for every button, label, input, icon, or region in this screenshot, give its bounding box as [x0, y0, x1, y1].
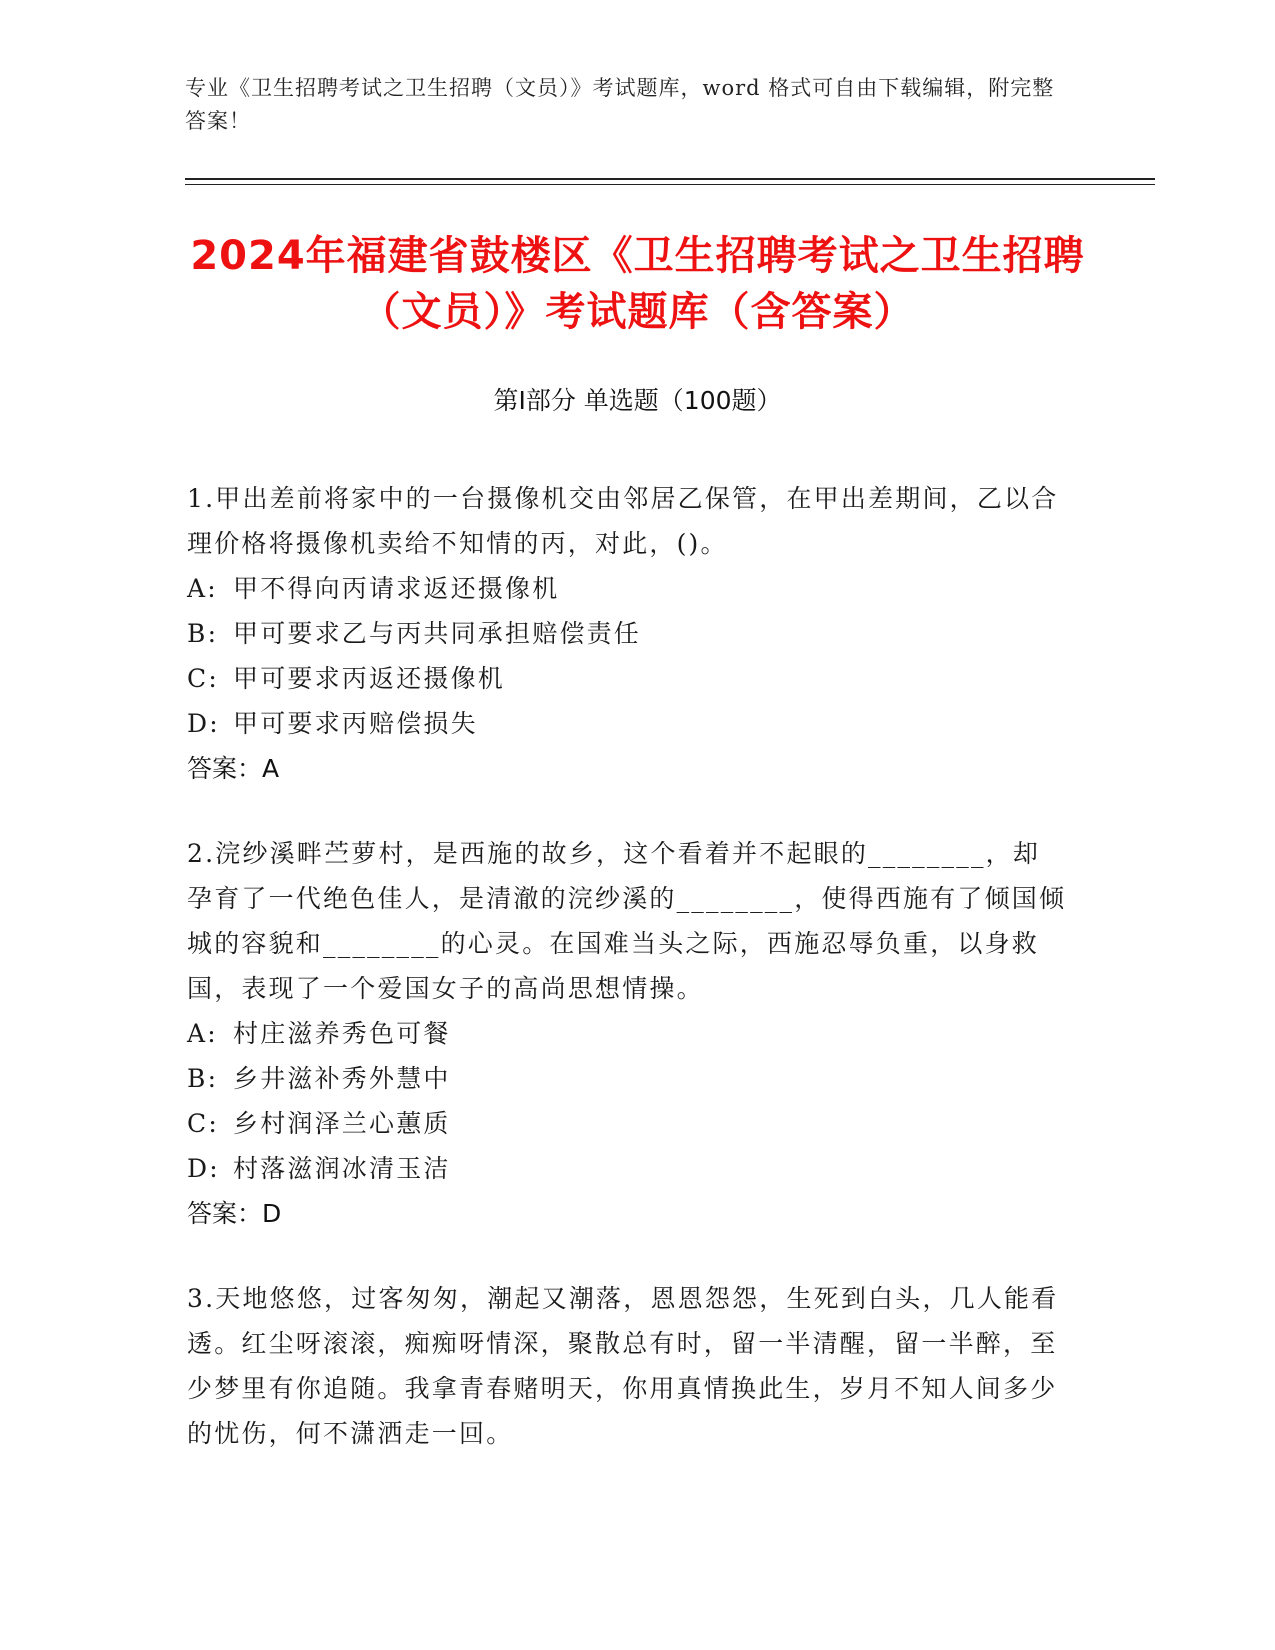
- question-3: [187, 1276, 1067, 1456]
- header-note: 专业《卫生招聘考试之卫生招聘（文员）》考试题库，word 格式可自由下载编辑，附完整答案！: [185, 76, 1055, 133]
- option-d: [187, 1146, 1067, 1191]
- option-c: [187, 656, 1067, 701]
- option-b: [187, 1056, 1067, 1101]
- option-text: 甲可要求乙与丙共同承担赔偿责任: [233, 619, 642, 648]
- option-letter: A:: [187, 1019, 218, 1048]
- question-list: [187, 476, 1067, 1496]
- option-d: [187, 701, 1067, 746]
- question-1: [187, 476, 1067, 791]
- question-2: [187, 831, 1067, 1236]
- answer-line: 答案：A: [187, 754, 280, 783]
- option-text: 村庄滋养秀色可餐: [233, 1019, 451, 1048]
- answer-line: 答案：D: [187, 1199, 282, 1228]
- header-divider-thick: [185, 178, 1155, 180]
- option-text: 村落滋润冰清玉洁: [233, 1154, 451, 1183]
- question-stem: 1.甲出差前将家中的一台摄像机交由邻居乙保管，在甲出差期间，乙以合理价格将摄像机卖给不知情的丙，对此，()。: [187, 484, 1059, 558]
- option-letter: D:: [187, 1154, 220, 1183]
- option-text: 甲不得向丙请求返还摄像机: [233, 574, 560, 603]
- option-text: 甲可要求丙赔偿损失: [233, 709, 478, 738]
- option-letter: B:: [187, 619, 219, 648]
- option-letter: C:: [187, 664, 219, 693]
- option-a: [187, 1011, 1067, 1056]
- option-letter: A:: [187, 574, 218, 603]
- option-text: 乡井滋补秀外慧中: [233, 1064, 451, 1093]
- option-letter: C:: [187, 1109, 219, 1138]
- option-text: 乡村润泽兰心蕙质: [233, 1109, 451, 1138]
- option-letter: D:: [187, 709, 220, 738]
- header-divider-thin: [185, 184, 1155, 185]
- option-letter: B:: [187, 1064, 219, 1093]
- option-a: [187, 566, 1067, 611]
- section-heading: 第Ⅰ部分 单选题（100题）: [493, 386, 782, 415]
- option-b: [187, 611, 1067, 656]
- document-title: 2024年福建省鼓楼区《卫生招聘考试之卫生招聘（文员）》考试题库（含答案）: [190, 233, 1085, 335]
- question-stem: 2.浣纱溪畔苎萝村，是西施的故乡，这个看着并不起眼的________，却孕育了一代绝色佳人，是清澈的浣纱溪的________，使得西施有了倾国倾城的容貌和________的心灵。在国难当头之际，西施忍辱负重，以身救国，表现了一个爱国女子的高尚思想情操。: [187, 839, 1067, 1003]
- question-stem: 3.天地悠悠，过客匆匆，潮起又潮落，恩恩怨怨，生死到白头，几人能看透。红尘呀滚滚，痴痴呀情深，聚散总有时，留一半清醒，留一半醉，至少梦里有你追随。我拿青春赌明天，你用真情换此生，岁月不知人间多少的忧伤，何不潇洒走一回。: [187, 1284, 1059, 1448]
- option-text: 甲可要求丙返还摄像机: [233, 664, 506, 693]
- option-c: [187, 1101, 1067, 1146]
